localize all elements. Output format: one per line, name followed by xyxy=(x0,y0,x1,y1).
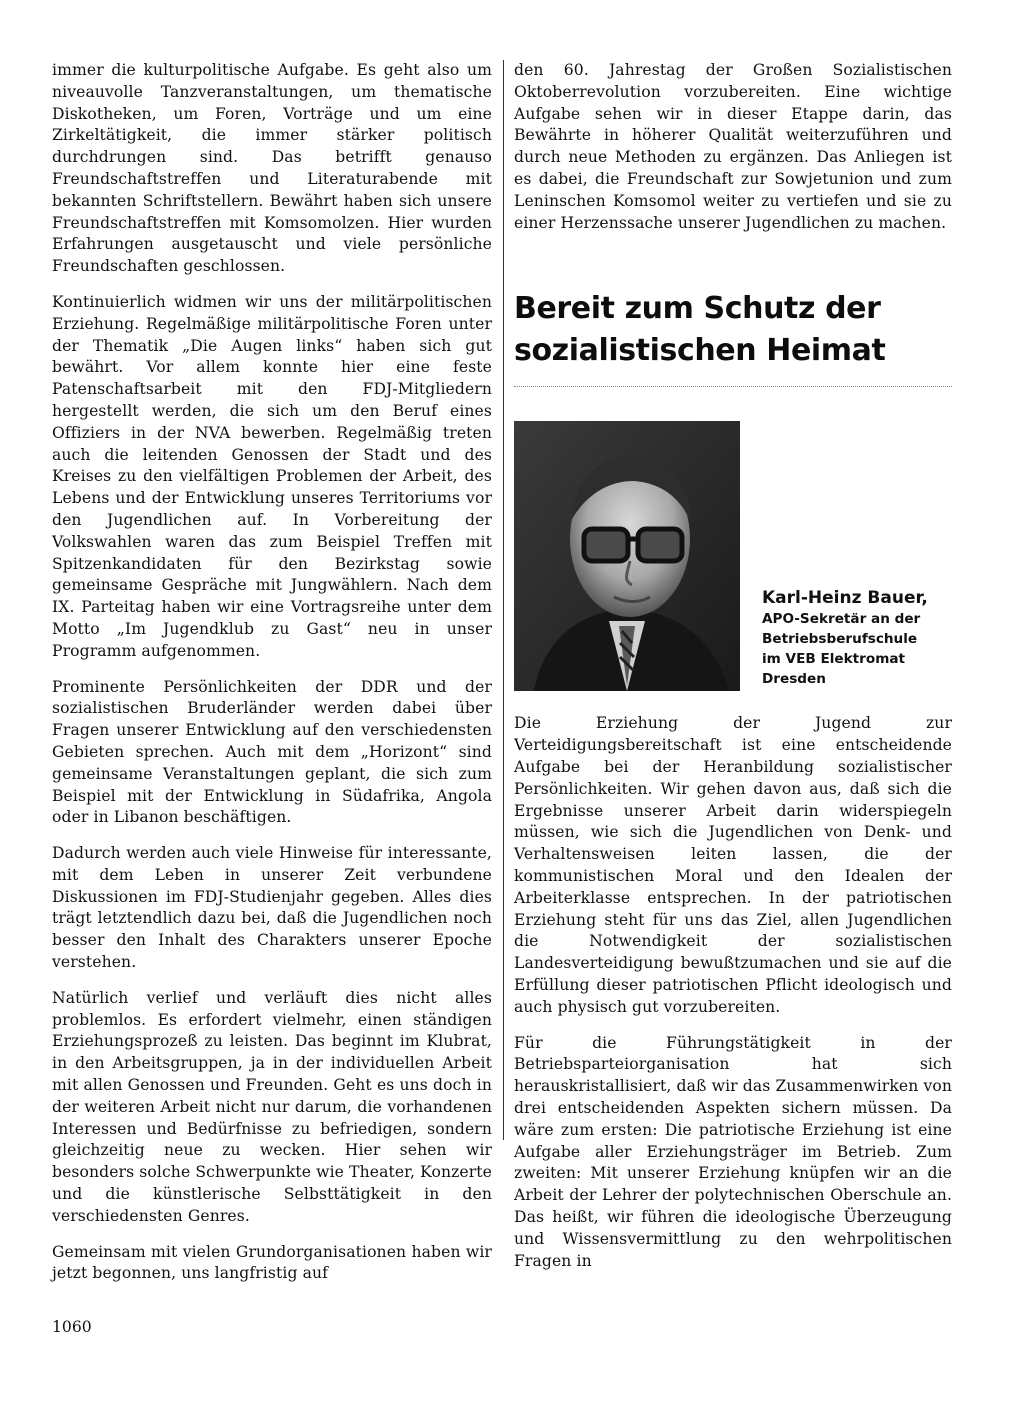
left-paragraph-4: Dadurch werden auch viele Hinweise für interessante, mit dem Leben in unserer Zeit verbundene Diskussionen im FDJ-Studienjahr gegeben. Alles dies trägt letztendlich dazu bei, daß die Jugendlichen noch besser den Inhalt des Charakters unserer Epoche verstehen. xyxy=(52,844,492,972)
portrait-illustration xyxy=(514,421,740,691)
left-paragraph-2: Kontinuierlich widmen wir uns der militärpolitischen Erziehung. Regelmäßige militärpolitische Foren unter der Thematik „Die Augen links“ haben sich gut bewährt. Vor allem konnte hier eine feste Patenschaftsarbeit mit den FDJ-Mitgliedern hergestellt werden, die sich um den Beruf eines Offiziers in der NVA bewerben. Regelmäßig treten auch die leitenden Genossen der Stadt und des Kreises zu den vielfältigen Problemen der Arbeit, des Lebens und der Entwicklung unseres Territoriums vor den Jugendlichen auf. In Vorbereitung der Volkswahlen waren das zum Beispiel Treffen mit Spitzenkandidaten für den Bezirkstag sowie gemeinsame Gespräche mit Jungwählern. Nach dem IX. Parteitag haben wir eine Vortragsreihe unter dem Motto „Im Jugendklub zu Gast“ neu in unser Programm aufgenommen. xyxy=(52,292,492,660)
author-caption xyxy=(762,587,928,691)
author-role-line-2: Betriebsberufschule xyxy=(762,631,918,648)
column-divider xyxy=(503,60,504,1140)
left-paragraph-3: Prominente Persönlichkeiten der DDR und der sozialistischen Bruderländer werden dabei über Fragen unserer Entwicklung auf den verschiedensten Gebieten sprechen. Auch mit dem „Horizont“ sind gemeinsame Veranstaltungen geplant, die sich zum Beispiel mit der Entwicklung in Südafrika, Angola oder in Libanon beschäftigen. xyxy=(52,677,492,827)
author-block xyxy=(514,421,952,691)
page-number: 1060 xyxy=(52,1318,92,1336)
right-column xyxy=(514,60,952,1286)
headline-rule xyxy=(514,386,952,387)
left-paragraph-5: Natürlich verlief und verläuft dies nicht alles problemlos. Es erfordert vielmehr, einen ständigen Erziehungsprozeß zu leisten. Das beginnt im Klubrat, in den Arbeitsgruppen, ja in der individuellen Arbeit mit allen Genossen und Freunden. Geht es uns doch in der weiteren Arbeit nicht nur darum, die vorhandenen Interessen und Bedürfnisse zu befriedigen, sondern gleichzeitig neue zu wecken. Hier sehen wir besonders solche Schwerpunkte wie Theater, Konzerte und die künstlerische Selbsttätigkeit in den verschiedensten Genres. xyxy=(52,988,492,1225)
right-intro-paragraph: den 60. Jahrestag der Großen Sozialistischen Oktoberrevolution vorzubereiten. Eine wichtige Aufgabe sehen wir in dieser Etappe darin, das Bewährte in höherer Qualität weiterzuführen und durch neue Methoden zu ergänzen. Das Anliegen ist es dabei, die Freundschaft zur Sowjetunion und zum Leninschen Komsomol weiter zu vertiefen und sie zu einer Herzenssache unserer Jugendlichen zu machen. xyxy=(514,61,952,232)
left-paragraph-1: immer die kulturpolitische Aufgabe. Es geht also um niveauvolle Tanzveranstaltungen, um thematische Diskotheken, um Foren, Vorträge und um eine Zirkeltätigkeit, die immer stärker politisch durchdrungen sind. Das betrifft genauso Freundschaftstreffen und Literaturabende mit bekannten Schriftstellern. Bewährt haben sich unsere Freundschaftstreffen mit Komsomolzen. Hier wurden Erfahrungen ausgetauscht und viele persönliche Freundschaften geschlossen. xyxy=(52,61,492,276)
left-column xyxy=(52,60,492,1299)
author-portrait-photo xyxy=(514,421,740,691)
right-paragraph-2: Für die Führungstätigkeit in der Betriebsparteiorganisation hat sich herauskristallisiert, daß wir das Zusammenwirken von drei entscheidenden Aspekten sichern müssen. Da wäre zum ersten: Die patriotische Erziehung ist eine Aufgabe aller Erziehungsträger im Betrieb. Zum zweiten: Mit unserer Erziehung knüpfen wir an die Arbeit der Lehrer der polytechnischen Oberschule an. Das heißt, wir führen die ideologische Überzeugung und Wissensvermittlung zu den wehrpolitischen Fragen in xyxy=(514,1033,952,1270)
headline-line-1: Bereit zum Schutz der xyxy=(514,291,881,327)
article-headline xyxy=(514,288,952,372)
author-role-line-3: im VEB Elektromat xyxy=(762,651,906,668)
left-paragraph-6: Gemeinsam mit vielen Grundorganisationen haben wir jetzt begonnen, uns langfristig auf xyxy=(52,1242,492,1283)
headline-line-2: sozialistischen Heimat xyxy=(514,333,886,369)
right-paragraph-1: Die Erziehung der Jugend zur Verteidigungsbereitschaft ist eine entscheidende Aufgabe bei der Heranbildung sozialistischer Persönlichkeiten. Wir gehen davon aus, daß sich die Ergebnisse unserer Arbeit darin widerspiegeln müssen, wie sich die Jugendlichen von Denk- und Verhaltensweisen leiten lassen, die der kommunistischen Moral und den Idealen der Arbeiterklasse entsprechen. In der patriotischen Erziehung steht für uns das Ziel, allen Jugendlichen die Notwendigkeit der sozialistischen Landesverteidigung bewußtzumachen und sie auf die Erfüllung dieser patriotischen Pflicht ideologisch und auch physisch gut vorzubereiten. xyxy=(514,714,952,1016)
author-role-line-1: APO-Sekretär an der xyxy=(762,611,921,628)
author-role-line-4: Dresden xyxy=(762,671,826,688)
author-name: Karl-Heinz Bauer, xyxy=(762,588,928,609)
